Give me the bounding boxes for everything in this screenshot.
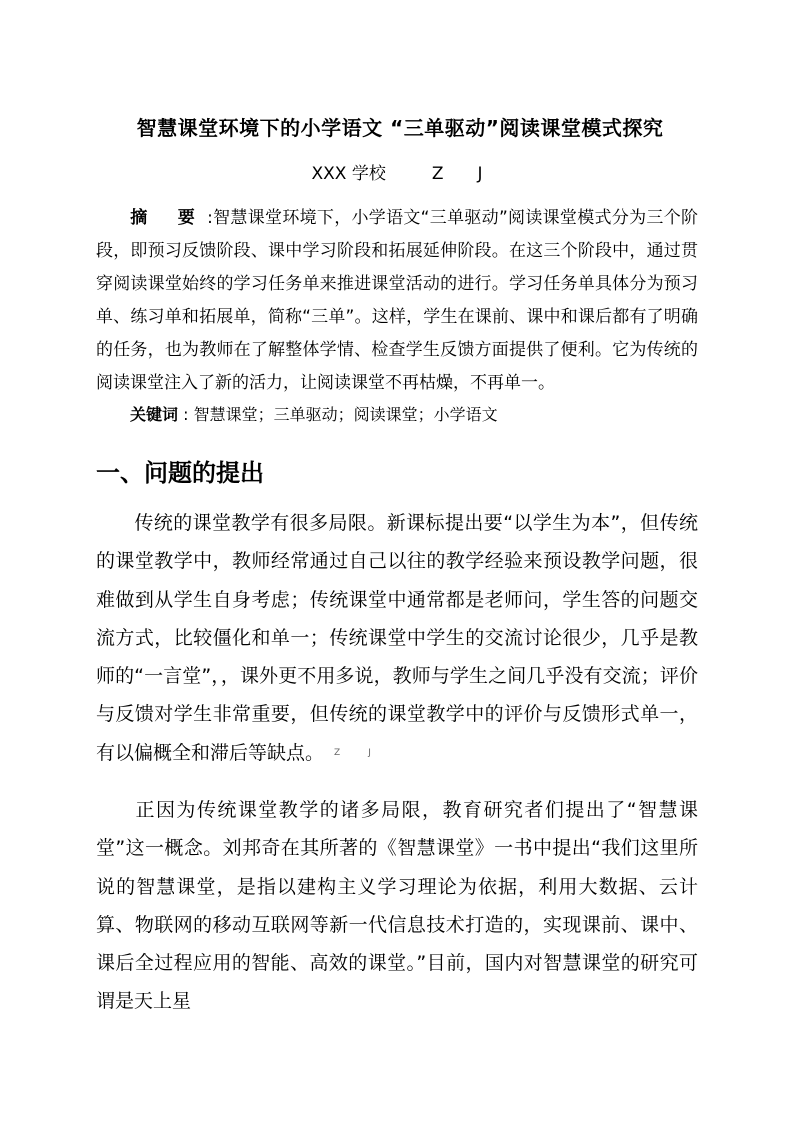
author-initial-2: J — [477, 164, 483, 184]
keywords — [130, 403, 690, 427]
keywords-text: 智慧课堂；三单驱动；阅读课堂；小学语文 — [193, 405, 498, 424]
paragraph-2-text: 正因为传统课堂教学的诸多局限，教育研究者们提出了“智慧课堂”这一概念。刘邦奇在其所著的《智慧课堂》一书中提出“我们这里所说的智慧课堂，是指以建构主义学习理论为依据，利用大数据、云计算、物联网的移动互联网等新一代信息技术打造的，实现课前、课中、课后全过程应用的智能、高效的课堂。”目前，国内对智慧课堂的研究可谓是天上星 — [96, 799, 698, 1013]
section-heading: 一、问题的提出 — [96, 459, 264, 487]
body-paragraph-2 — [96, 791, 698, 1021]
body-paragraph-1 — [96, 504, 698, 772]
author-line — [0, 159, 794, 184]
author-initial-1: Z — [431, 164, 444, 184]
abstract — [96, 202, 698, 400]
school-name: XXX 学校 — [311, 164, 386, 184]
annotation-mark-2: J — [368, 748, 371, 759]
paragraph-1-text: 传统的课堂教学有很多局限。新课标提出要“以学生为本”，但传统的课堂教学中，教师经常通过自己以往的教学经验来预设教学问题，很难做到从学生自身考虑；传统课堂中通常都是老师问，学生答的问题交流方式，比较僵化和单一；传统课堂中学生的交流讨论很少，几乎是教师的“一言堂”，，课外更不用多说，教师与学生之间几乎没有交流；评价与反馈对学生非常重要，但传统的课堂教学中的评价与反馈形式单一，有以偏概全和滞后等缺点。 — [96, 512, 698, 764]
abstract-label: 摘 要 — [130, 208, 208, 228]
document-title: 智慧课堂环境下的小学语文 “三单驱动”阅读课堂模式探究 — [136, 116, 664, 140]
keywords-colon: : — [178, 405, 194, 424]
annotation-marks — [334, 748, 371, 758]
abstract-colon: : — [207, 208, 213, 228]
abstract-text: 智慧课堂环境下，小学语文“三单驱动”阅读课堂模式分为三个阶段，即预习反馈阶段、课中学习阶段和拓展延伸阶段。在这三个阶段中，通过贯穿阅读课堂始终的学习任务单来推进课堂活动的进行。学习任务单具体分为预习单、练习单和拓展单，简称“三单”。这样，学生在课前、课中和课后都有了明确的任务，也为教师在了解整体学情、检查学生反馈方面提供了便利。它为传统的阅读课堂注入了新的活力，让阅读课堂不再枯燥，不再单一。 — [96, 208, 698, 393]
annotation-mark-1: Z — [334, 748, 341, 759]
keywords-label: 关键词 — [130, 405, 179, 424]
